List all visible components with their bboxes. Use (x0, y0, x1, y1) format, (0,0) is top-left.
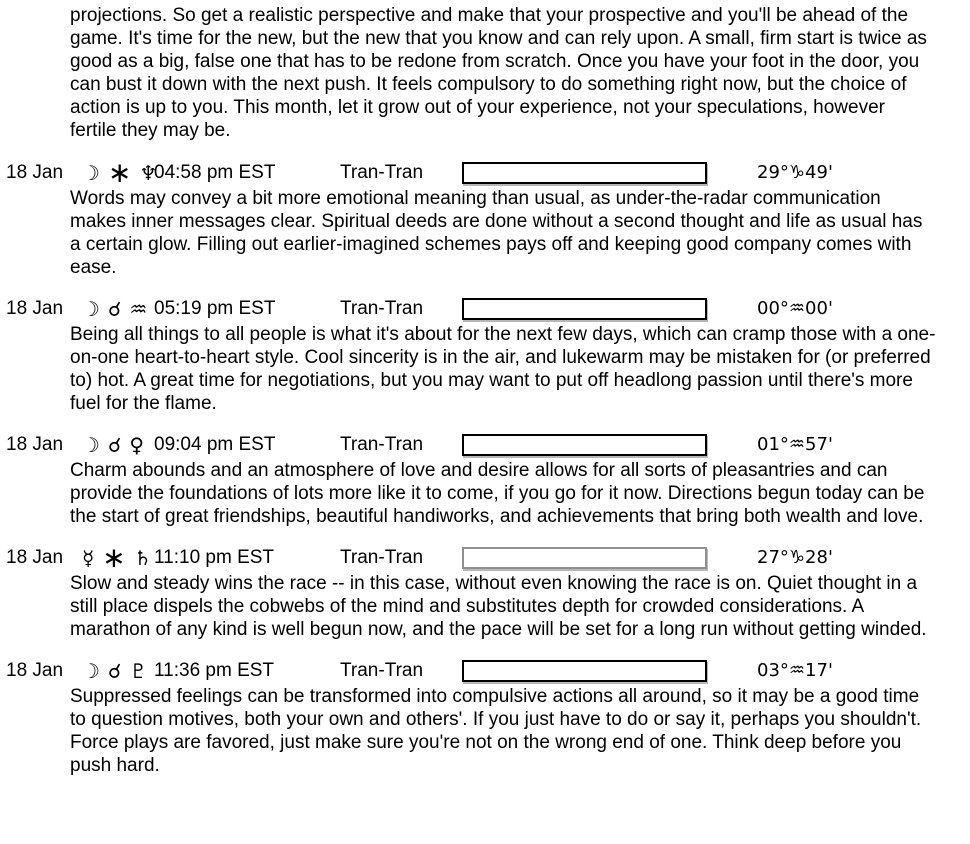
aspect-symbols (82, 155, 158, 189)
transit-progress-bar (462, 162, 707, 184)
pluto-icon: ♇ (129, 658, 148, 683)
aquarius-icon: ♒ (129, 296, 148, 321)
entry-time: 11:36 pm EST (154, 660, 275, 681)
mercury-icon: ☿ (82, 545, 95, 570)
moon-icon: ☽ (82, 658, 100, 683)
aspect-symbols (82, 298, 154, 320)
entry-time: 09:04 pm EST (154, 434, 276, 455)
transit-entry-header[interactable] (6, 295, 962, 322)
entry-date: 18 Jan (6, 434, 64, 455)
moon-icon: ☽ (82, 160, 100, 185)
transit-progress-bar (462, 660, 707, 682)
transit-entry (6, 295, 962, 415)
entry-position: 03°♒17' (757, 660, 833, 681)
entry-description: Charm abounds and an atmosphere of love and desire allows for all sorts of pleasantries and can provide the foundations of lots more like it to come, if you go for it now. Directions begun today can be the start of great friendships, beautiful handiworks, and achievements that bring both wealth and love. (70, 460, 925, 527)
entry-description: Slow and steady wins the race -- in this case, without even knowing the race is on. Quiet thought in a still place dispels the cobwebs of the mind and substitutes depth for crowded considerations. A marathon of any kind is well begun now, and the pace will be set for a long run without getting winded. (70, 573, 927, 640)
transit-progress-bar (462, 298, 707, 320)
entry-date: 18 Jan (6, 660, 64, 681)
entry-type-label: Tran-Tran (340, 162, 424, 183)
conjunction-icon: ☌ (107, 432, 122, 457)
entry-position: 29°♑49' (757, 162, 833, 183)
transit-entry (6, 431, 962, 528)
entry-time: 04:58 pm EST (154, 162, 276, 183)
entry-description: Words may convey a bit more emotional meaning than usual, as under-the-radar communication makes inner messages clear. Spiritual deeds are done without a second thought and life as usual has a certain glow. Filling out earlier-imagined schemes pays off and keeping good company comes with ease. (70, 188, 923, 278)
conjunction-icon: ☌ (107, 296, 122, 321)
sextile-icon: ∗ (107, 155, 132, 189)
entry-date: 18 Jan (6, 162, 64, 183)
transit-entry-header[interactable] (6, 155, 962, 189)
transit-entry-header[interactable] (6, 540, 962, 574)
entry-time: 05:19 pm EST (154, 298, 276, 319)
saturn-icon: ♄ (133, 545, 152, 570)
transit-entry-header[interactable] (6, 657, 962, 684)
venus-icon: ♀ (129, 432, 145, 457)
aspect-symbols (82, 434, 154, 456)
entry-date: 18 Jan (6, 298, 64, 319)
aspect-symbols (82, 540, 154, 574)
transit-entry-header[interactable] (6, 431, 962, 458)
entry-date: 18 Jan (6, 547, 64, 568)
transit-entry (6, 657, 962, 777)
entry-type-label: Tran-Tran (340, 660, 424, 681)
entry-description: Being all things to all people is what it's about for the next few days, which can cramp those with a one-on-one heart-to-heart style. Cool sincerity is in the air, and lukewarm may be mistaken for (or preferred to) hot. A great time for negotiations, but you may want to put off headlong passion until there's more fuel for the flame. (70, 324, 936, 414)
entry-position: 01°♒57' (757, 434, 833, 455)
conjunction-icon: ☌ (107, 658, 122, 683)
entry-type-label: Tran-Tran (340, 434, 424, 455)
entry-description: Suppressed feelings can be transformed into compulsive actions all around, so it may be a good time to question motives, both your own and others'. If you just have to do or say it, perhaps you shouldn't. Force plays are favored, just make sure you're not on the wrong end of one. Think deep before you push hard. (70, 686, 922, 776)
moon-icon: ☽ (82, 432, 100, 457)
entry-time: 11:10 pm EST (154, 547, 275, 568)
transit-progress-bar (462, 434, 707, 456)
entry-type-label: Tran-Tran (340, 298, 424, 319)
aspect-symbols (82, 660, 154, 682)
intro-paragraph: projections. So get a realistic perspective and make that your prospective and you'll be ahead of the game. It's time for the new, but the new that you know and can rely upon. A small, firm start is twice as good as a big, false one that has to be redone from scratch. Once you have your foot in the door, you can bust it down with the next push. It feels compulsory to do something right now, but the choice of action is up to you. This month, let it grow out of your experience, not your speculations, however fertile they may be. (70, 5, 927, 141)
entry-position: 00°♒00' (757, 298, 833, 319)
entry-position: 27°♑28' (757, 547, 833, 568)
moon-icon: ☽ (82, 296, 100, 321)
neptune-icon: ♆ (139, 160, 158, 185)
transit-progress-bar (462, 547, 707, 569)
entry-type-label: Tran-Tran (340, 547, 424, 568)
transit-entry (6, 155, 962, 279)
sextile-icon: ∗ (102, 540, 126, 574)
transit-entry (6, 540, 962, 641)
